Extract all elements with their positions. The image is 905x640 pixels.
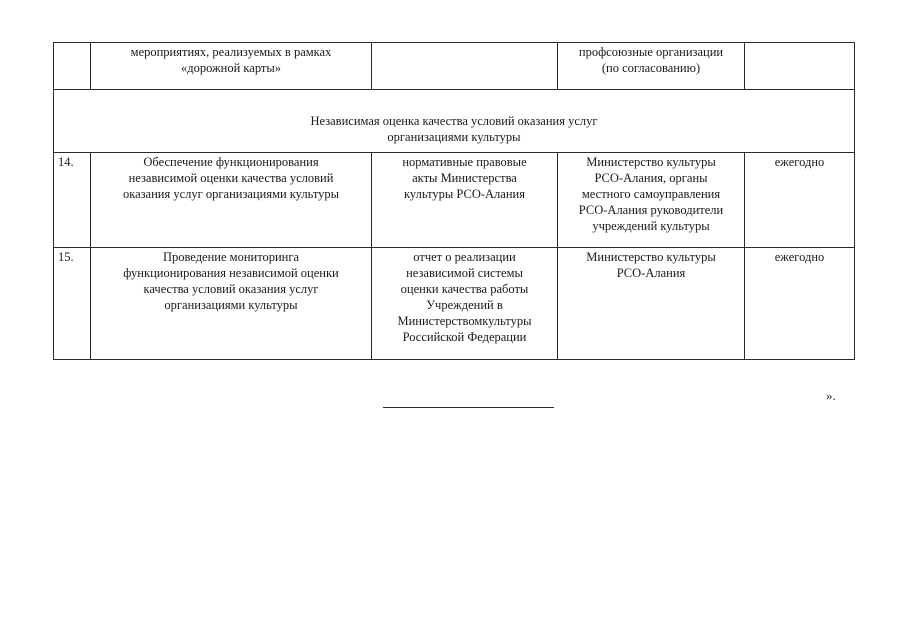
event-line: оказания услуг организациями культуры bbox=[122, 187, 340, 201]
responsible-line: (по согласованию) bbox=[601, 61, 701, 75]
row-number-cell bbox=[54, 43, 91, 90]
section-title-line: Независимая оценка качества условий оказания услуг bbox=[310, 114, 598, 128]
event-line: организациями культуры bbox=[164, 298, 298, 312]
document-line: отчет о реализации bbox=[413, 250, 516, 264]
event-line: Обеспечение функционирования bbox=[143, 155, 319, 169]
responsible-cell bbox=[558, 248, 745, 360]
event-line: «дорожной карты» bbox=[180, 61, 282, 75]
responsible-cell bbox=[558, 43, 745, 90]
document-line: культуры РСО-Алания bbox=[404, 187, 525, 201]
document-line: оценки качества работы bbox=[400, 282, 529, 296]
responsible-line: РСО-Алания bbox=[616, 266, 686, 280]
document-cell bbox=[372, 153, 558, 248]
section-title bbox=[54, 90, 855, 153]
responsible-cell bbox=[558, 153, 745, 248]
document-cell bbox=[372, 43, 558, 90]
document-line: акты Министерства bbox=[412, 171, 517, 185]
deadline-cell bbox=[745, 43, 855, 90]
section-title-line: организациями культуры bbox=[387, 130, 521, 144]
responsible-line: профсоюзные организации bbox=[578, 45, 724, 59]
event-line: Проведение мониторинга bbox=[162, 250, 300, 264]
closing-quote-mark: ». bbox=[826, 388, 836, 403]
table-row-continuation bbox=[54, 43, 855, 90]
event-line: мероприятиях, реализуемых в рамках bbox=[130, 45, 332, 59]
document-line: Российской Федерации bbox=[402, 330, 527, 344]
event-line: функционирования независимой оценки bbox=[123, 266, 339, 280]
responsible-line: РСО-Алания руководители bbox=[578, 203, 724, 217]
table-row bbox=[54, 248, 855, 360]
separator-line bbox=[383, 407, 554, 408]
responsible-line: Министерство культуры bbox=[586, 155, 716, 169]
event-cell bbox=[91, 43, 372, 90]
event-line: независимой оценки качества условий bbox=[128, 171, 334, 185]
responsible-line: РСО-Алания, органы bbox=[594, 171, 708, 185]
responsible-line: учреждений культуры bbox=[592, 219, 710, 233]
event-line: качества условий оказания услуг bbox=[143, 282, 319, 296]
document-line: нормативные правовые bbox=[402, 155, 527, 169]
plan-table bbox=[53, 42, 855, 360]
deadline-cell: ежегодно bbox=[745, 153, 855, 248]
event-cell bbox=[91, 153, 372, 248]
document-line: Учреждений в bbox=[426, 298, 503, 312]
responsible-line: Министерство культуры bbox=[586, 250, 716, 264]
responsible-line: местного самоуправления bbox=[581, 187, 721, 201]
row-number-cell: 15. bbox=[54, 248, 91, 360]
document-line: независимой системы bbox=[406, 266, 523, 280]
section-header-row bbox=[54, 90, 855, 153]
deadline-cell: ежегодно bbox=[745, 248, 855, 360]
table-row bbox=[54, 153, 855, 248]
row-number-cell: 14. bbox=[54, 153, 91, 248]
document-cell bbox=[372, 248, 558, 360]
event-cell bbox=[91, 248, 372, 360]
document-line: Министерствомкультуры bbox=[397, 314, 532, 328]
